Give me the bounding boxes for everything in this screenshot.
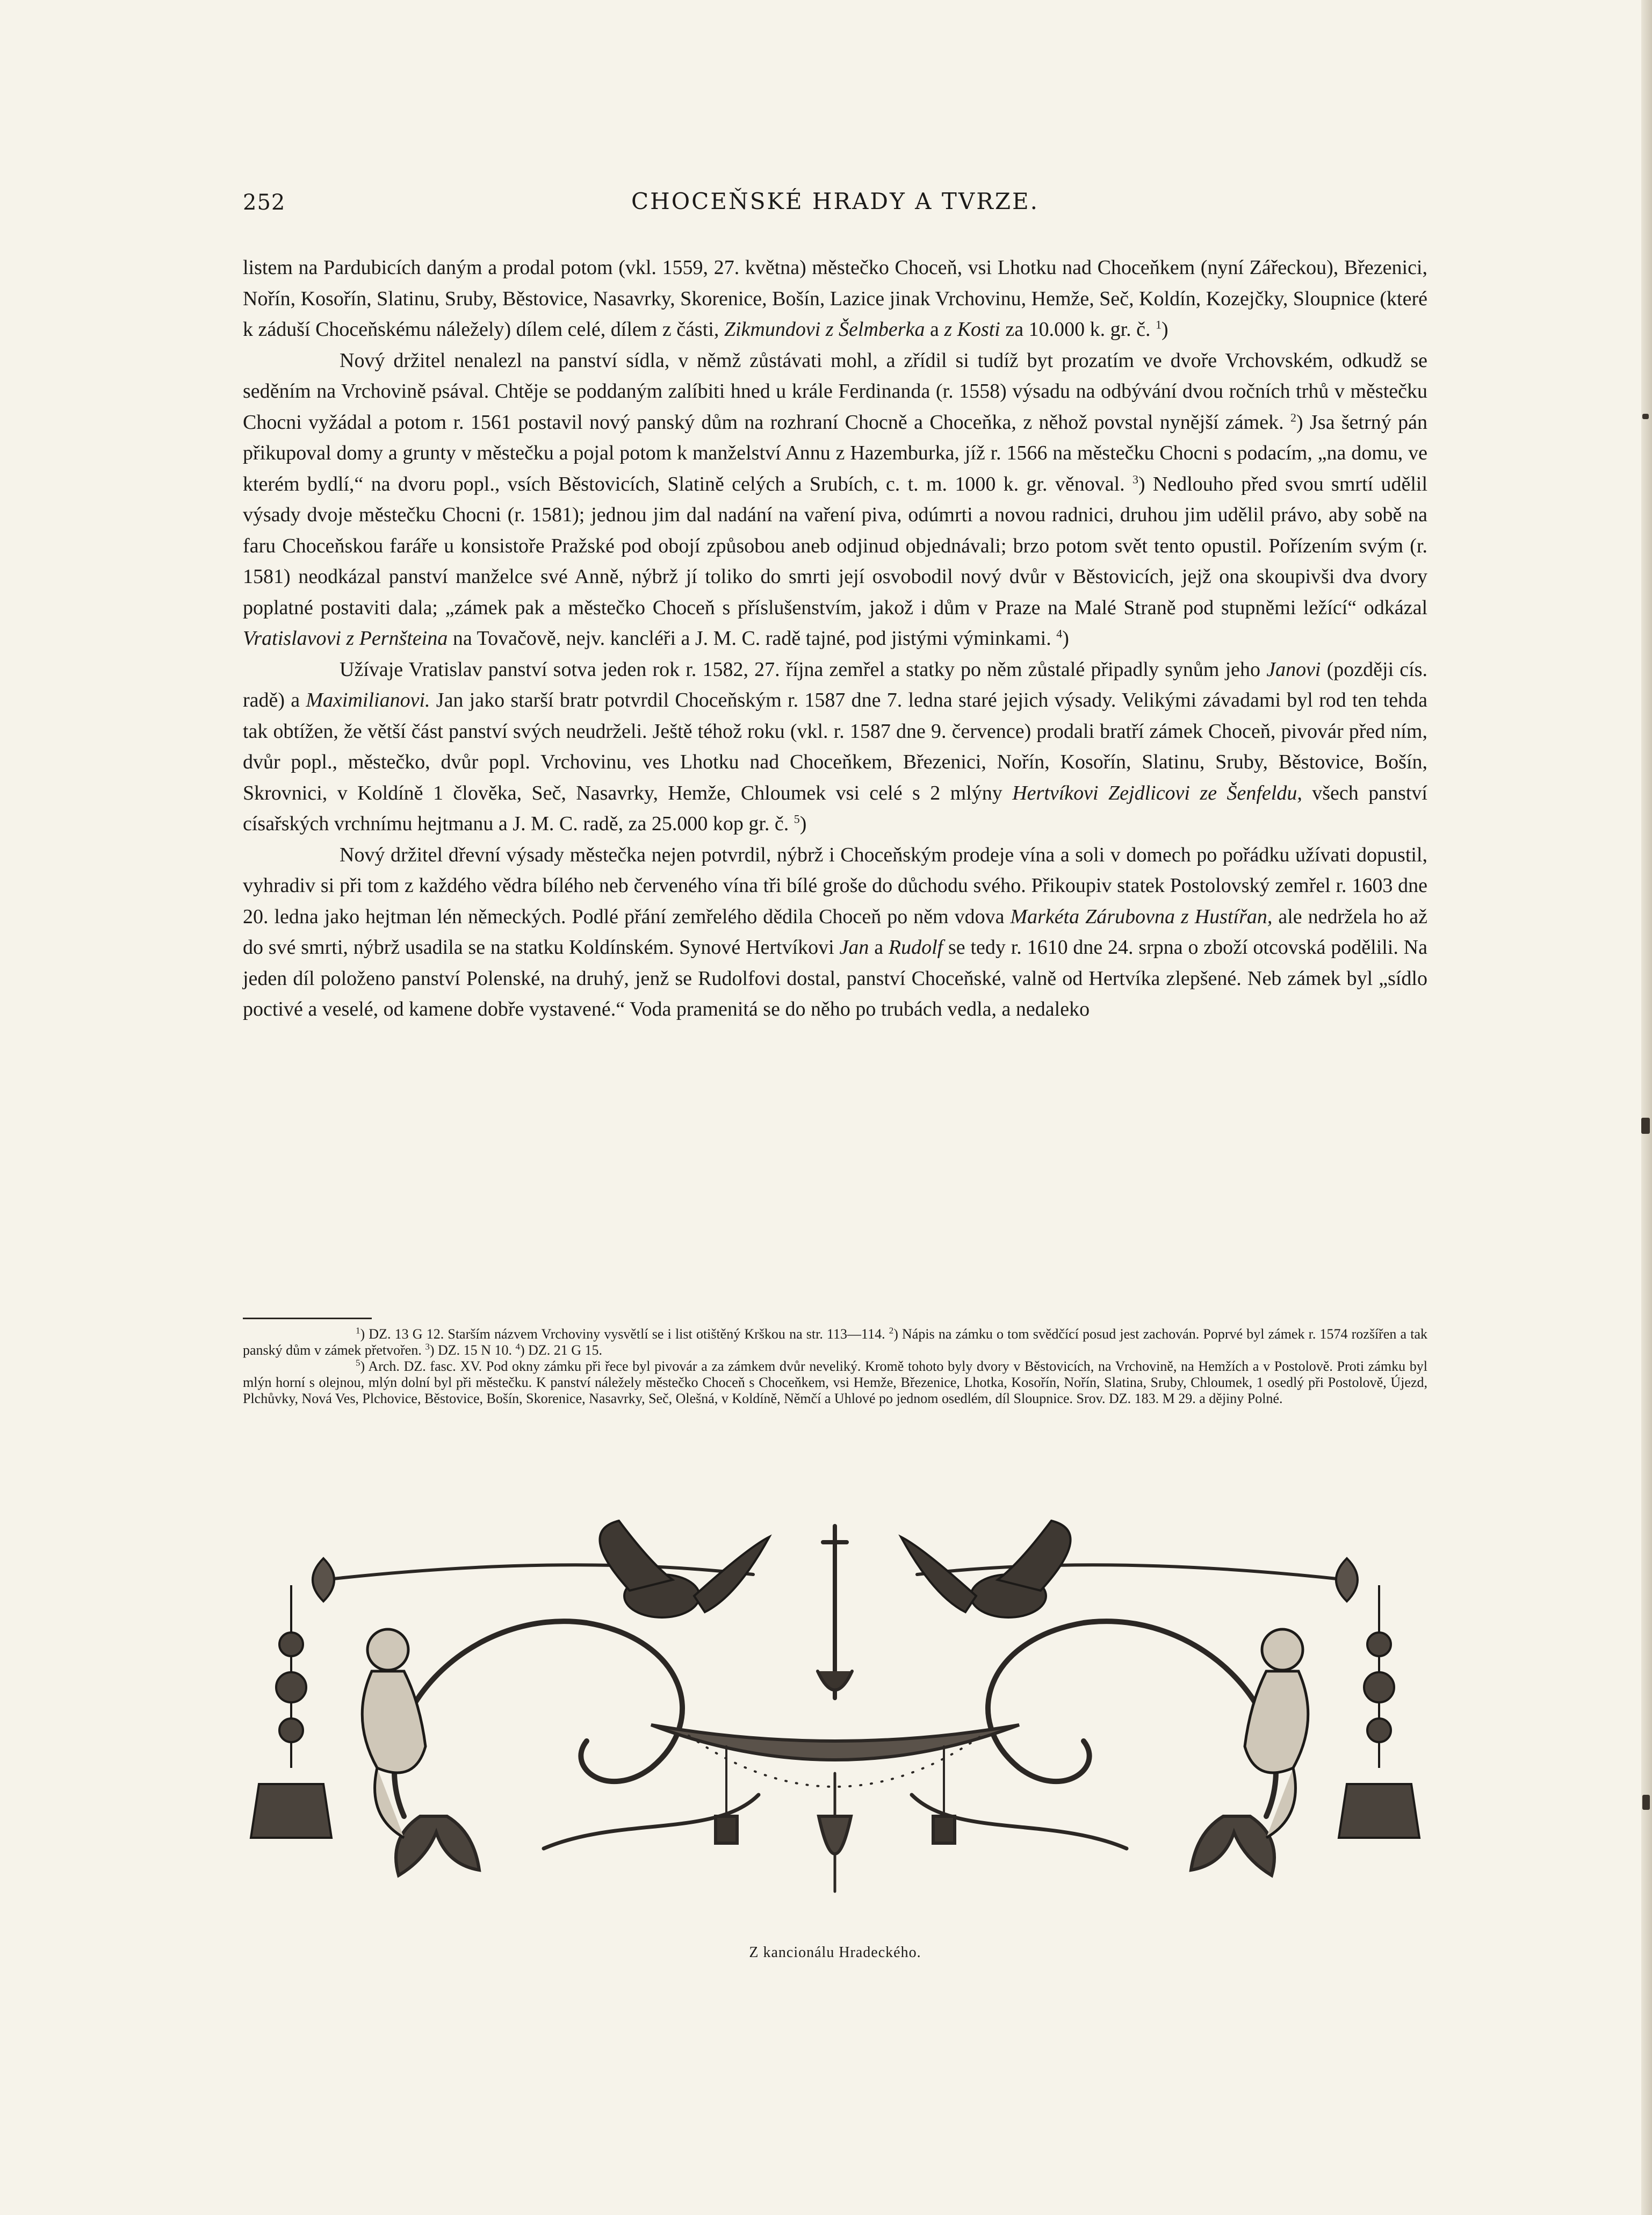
figure-right — [1245, 1629, 1308, 1838]
footnotes — [243, 1326, 1427, 1407]
illustration-caption: Z kancionálu Hradeckého. — [749, 1944, 921, 1961]
footnote-ref: 1 — [1156, 318, 1162, 332]
paragraph: Nový držitel dřevní výsady městečka nejen potvrdil, nýbrž i Choceňským prodeje vína a soli v domech po pořádku užívati dopustil, vyhradiv si při tom z každého vědra bílého neb červeného vína tři bílé groše do důchodu svého. Přikoupiv statek Postolovský zemřel r. 1603 dne 20. ledna jako hejtman lén německých. Podlé přání zemřelého dědila Choceň po něm vdova Markéta Zárubovna z Hustířan, ale nedržela ho až do své smrti, nýbrž usadila se na statku Koldínském. Synové Hertvíkovi Jan a Rudolf se tedy r. 1610 dne 24. srpna o zboží otcovská podělili. Na jeden díl položeno panství Polenské, na druhý, jenž se Rudolfovi dostal, panství Choceňské, valně od Hertvíka zlepšené. Neb zámek byl „sídlo poctivé a veselé, od kamene dobře vystavené.“ Voda pramenitá se do něho po trubách vedla, a nedaleko — [243, 843, 1427, 1020]
scroll-left — [394, 1621, 682, 1816]
footnote-ref: 2 — [1290, 410, 1296, 424]
garland-left — [323, 1565, 753, 1580]
figure-left — [362, 1629, 425, 1838]
edge-speck — [1642, 414, 1649, 419]
ribbon-right — [1336, 1558, 1358, 1601]
footnote-ref: 4 — [1056, 627, 1063, 641]
running-head: CHOCEŇSKÉ HRADY A TVRZE. — [631, 188, 1040, 214]
leaf-left — [396, 1816, 479, 1875]
footnote-ref: 5 — [793, 812, 800, 826]
central-bowl — [651, 1725, 1019, 1760]
paragraph: Užívaje Vratislav panství sotva jeden rok r. 1582, 27. října zemřel a statky po něm zůstalé připadly synům jeho Janovi (později cís. radě) a Maximilianovi. Jan jako starší bratr potvrdil Choceňským r. 1587 dne 7. ledna staré jejich výsady. Velikými závadami byl rod ten tehda tak obtížen, že větší část panství svých neudrželi. Ještě téhož roku (vkl. r. 1587 dne 9. července) prodali bratří zámek Choceň, pivovár před ním, dvůr popl., městečko, dvůr popl. Vrchovinu, ves Lhotku nad Choceňkem, Březenici, Nořín, Kosořín, Slatinu, Sruby, Běstovice, Bošín, Skrovnici, v Koldíně 1 člověka, Seč, Nasavrky, Hemže, Chloumek vsi celé s 2 mlýny Hertvíkovi Zejdlicovi ze Šenfeldu, všech panství císařských vrchnímu hejtmanu a J. M. C. radě, za 25.000 kop gr. č. $^5$) — [243, 658, 1428, 835]
bell-right — [933, 1816, 955, 1843]
page-header — [243, 186, 1427, 224]
edge-speck — [1642, 1795, 1650, 1810]
paragraph: Nový držitel nenalezl na panství sídla, v němž zůstávati mohl, a zřídil si tudíž byt prozatím ve dvoře Vrchovském, odkudž se seděním na Vrchovině psával. Chtěje se poddaným zalíbiti hned u krále Ferdinanda (r. 1558) výsadu na odbývání dvou ročních trhů v městečku Chocni vyžádal a potom r. 1561 postavil nový panský dům na rozhraní Chocně a Choceňka, z něhož povstal nynější zámek. $^2$) Jsa šetrný pán přikupoval domy a grunty v městečku a pojal potom k manželství Annu z Hazemburka, jíž r. 1566 na městečku Chocni s podacím, „na domu, ve kterém bydlí,“ na dvoru popl., vsích Běstovicích, Slatině celých a Srubích, c. t. m. 1000 k. gr. věnoval. $^3$) Nedlouho před svou smrtí udělil výsady dvoje městečku Chocni (r. 1581); jednou jim dal nadání na vaření piva, odúmrti a novou radnici, druhou jim udělil právo, aby sobě na faru Choceňskou faráře u konsistoře Pražské pod obojí způsobou aneb odjinud objednávali; brzo potom svět tento opustil. Pořízením svým (r. 1581) neodkázal panství manželce své Anně, nýbrž jí toliko do smrti její osvobodil nový dvůr v Běstovicích, jejž ona skoupivši dva dvory poplatné postaviti dala; „zámek pak a městečko Choceň s příslušenstvím, jakož i dům v Praze na Malé Straně pod stupněmi ležící“ odkázal Vratislavovi z Pernšteina na Tovačově, nejv. kancléři a J. M. C. radě tajné, pod jistými výminkami. $^4$) — [243, 349, 1428, 650]
bell-left — [716, 1816, 737, 1843]
garland-right — [917, 1565, 1347, 1580]
ornament-engraving — [243, 1515, 1427, 1924]
page-number: 252 — [243, 190, 286, 215]
pendant-right — [1339, 1585, 1419, 1838]
scroll-right — [988, 1621, 1276, 1816]
footnote-rule — [243, 1318, 372, 1319]
footnote: $^1$) DZ. 13 G 12. Starším názvem Vrchoviny vysvětlí se i list otištěný Krškou na str. 113—114. $^2$) Nápis na zámku o tom svědčící posud jest zachován. Poprvé byl zámek r. 1574 rozšířen a tak panský dům v zámek přetvořen. $^3$) DZ. 15 N 10. $^4$) DZ. 21 G 15. — [243, 1325, 1427, 1358]
leaf-right — [1191, 1816, 1274, 1875]
skull-ornament — [819, 1816, 851, 1854]
footnote-ref: 3 — [1132, 472, 1138, 486]
central-finial — [818, 1671, 852, 1690]
pendant-left — [251, 1585, 331, 1838]
edge-speck — [1641, 1118, 1650, 1134]
footnote: $^5$) Arch. DZ. fasc. XV. Pod okny zámku při řece byl pivovár a za zámkem dvůr neveliký. Kromě tohoto byly dvory v Běstovicích, na Vrchovině, na Hemžích a v Postolově. Proti zámku byl mlýn horní s olejnou, mlýn dolní byl při městečku. K panství náležely městečko Choceň s Choceňkem, vsi Hemže, Březenice, Lhotka, Kosořín, Nořín, Slatina, Sruby, Chloumek, 1 osedlý při Postolově, Újezd, Plchůvky, Nová Ves, Plchovice, Běstovice, Bošín, Skorenice, Nasavrky, Seč, Olešná, v Koldíně, Němčí a Uhlové po jednom osedlém, díl Sloupnice. Srov. DZ. 183. M 29. a dějiny Polné. — [243, 1357, 1427, 1406]
ribbon-left — [313, 1558, 334, 1601]
page-edge — [1641, 0, 1652, 2215]
body-text — [243, 253, 1427, 1025]
paragraph: listem na Pardubicích daným a prodal potom (vkl. 1559, 27. května) městečko Choceň, vsi Lhotku nad Choceňkem (nyní Zářeckou), Březenici, Nořín, Kosořín, Slatinu, Sruby, Běstovice, Nasavrky, Skorenice, Bošín, Lazice jinak Vrchovinu, Hemže, Seč, Koldín, Kozejčky, Sloupnice (které k záduší Choceňskému náležely) dílem celé, dílem z části, Zikmundovi z Šelmberka a z Kosti za 10.000 k. gr. č. $^1$) — [243, 256, 1427, 341]
